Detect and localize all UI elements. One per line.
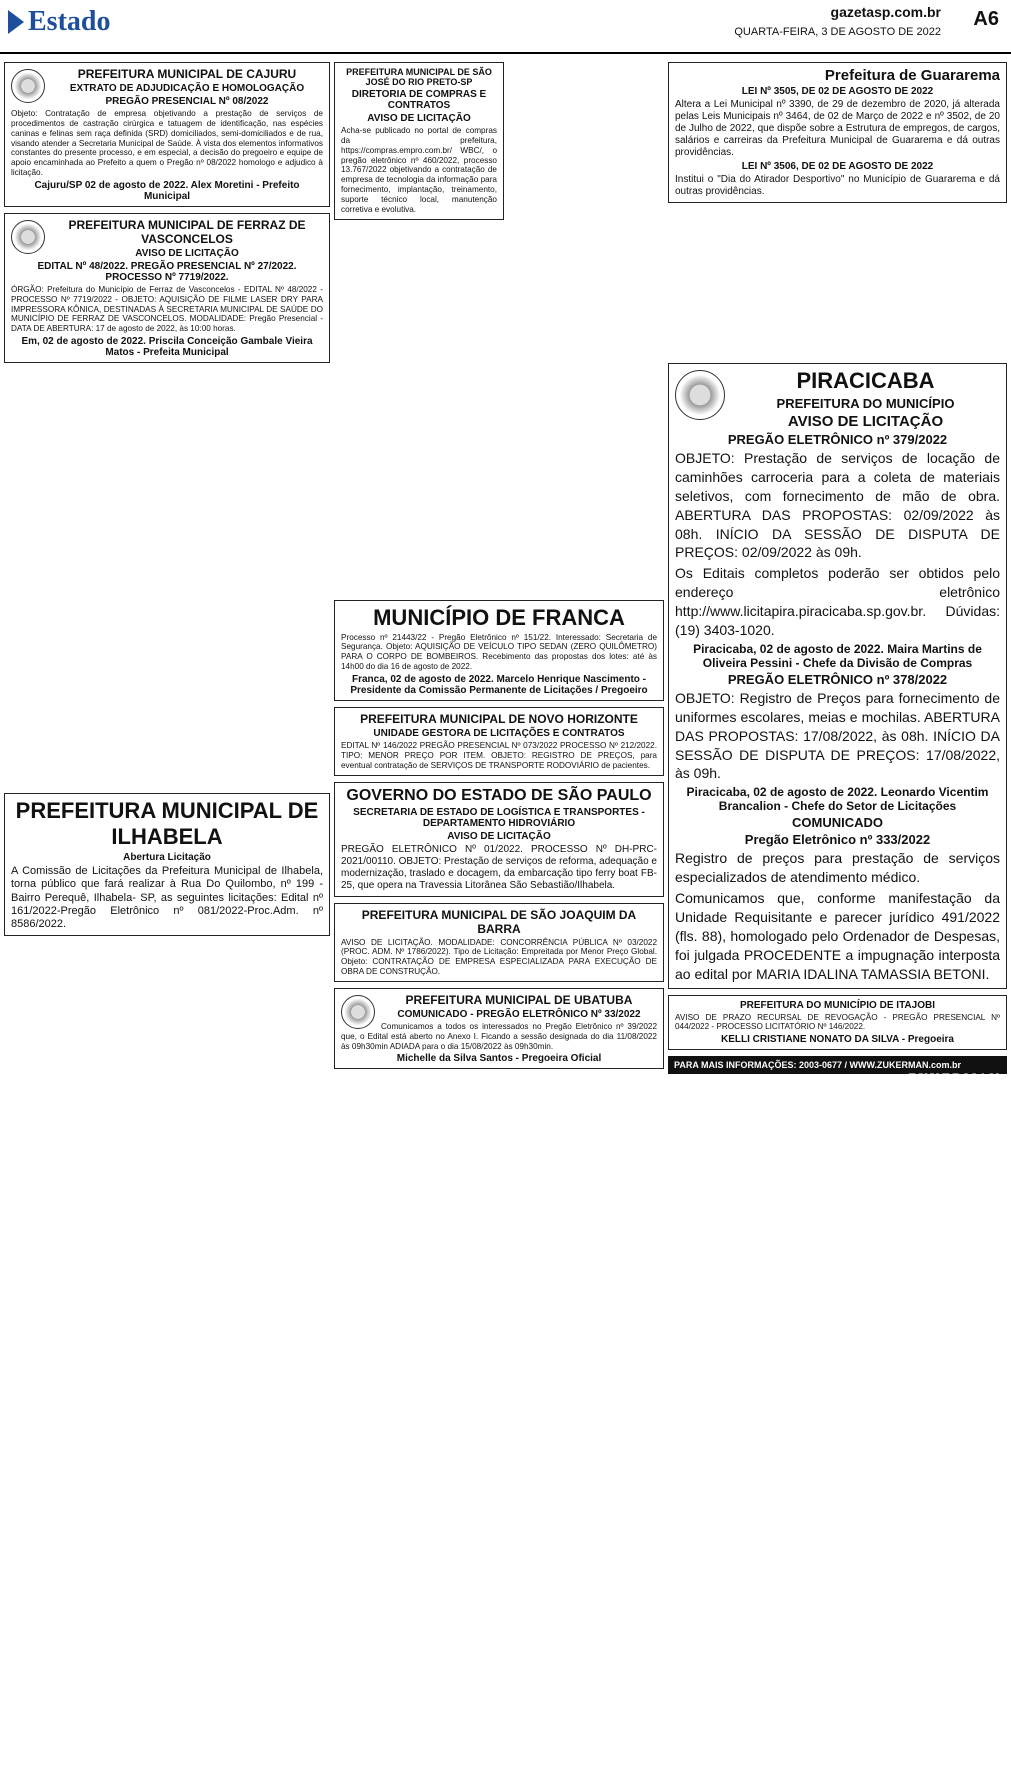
coat-of-arms-icon <box>11 69 45 103</box>
notice-sign-1: Piracicaba, 02 de agosto de 2022. Maira Martins de Oliveira Pessini - Chefe da Divisão de Compras <box>693 641 982 670</box>
notice-heading: COMUNICADO - PREGÃO ELETRÔNICO Nº 33/2022 <box>397 1008 641 1020</box>
coat-of-arms-icon <box>675 370 725 420</box>
newspaper-logo <box>8 6 110 38</box>
notice-sign: KELLI CRISTIANE NONATO DA SILVA - Pregoeira <box>721 1034 954 1046</box>
ad-label: PARA MAIS INFORMAÇÕES: 2003-0677 / WWW.ZUKERMAN.com.br <box>674 1060 962 1071</box>
notice-heading-2: LEI Nº 3506, DE 02 DE AGOSTO DE 2022 <box>741 161 934 172</box>
pregao-378-body: OBJETO: Registro de Preços para fornecimento de uniformes escolares, meias e mochilas. ABERTURA DAS PROPOSTAS: 17/08/2022, às 08h. INÍCIO DA SESSÃO DE DISPUTA DE PREÇOS: 17/08/2022, às 09h. <box>675 689 1000 782</box>
notice-title: GOVERNO DO ESTADO DE SÃO PAULO <box>346 786 652 804</box>
pregao-379-heading: PREGÃO ELETRÔNICO nº 379/2022 <box>727 432 948 447</box>
notice-subtitle: AVISO DE LICITAÇÃO <box>135 247 239 259</box>
notice-subtitle: DIRETORIA DE COMPRAS E CONTRATOS <box>351 89 487 111</box>
notice-subtitle: PREFEITURA DO MUNICÍPIO <box>776 396 955 411</box>
notice-estado-sp <box>334 782 664 897</box>
notice-piracicaba <box>668 363 1007 989</box>
notice-title: PREFEITURA MUNICIPAL DE SÃO JOSÉ DO RIO PRETO-SP <box>346 67 492 87</box>
notice-subtitle: UNIDADE GESTORA DE LICITAÇÕES E CONTRATOS <box>373 727 625 739</box>
page-number: A6 <box>973 8 999 30</box>
notice-title: Prefeitura de Guararema <box>824 67 1000 84</box>
notice-ilhabela <box>4 793 330 936</box>
pregao-378-heading: PREGÃO ELETRÔNICO nº 378/2022 <box>727 671 948 687</box>
notice-body: ÓRGÃO: Prefeitura do Município de Ferraz de Vasconcelos - EDITAL Nº 48/2022 - PROCESSO Nº 7719/2022 - OBJETO: AQUISIÇÃO DE FILME LASER DRY PARA IMPRESSORA KÔNICA, DESTINADAS À SECRETARIA MUNICIPAL DE SAÚDE DO MUNICÍPIO DE FERRAZ DE VASCONCELOS. MODALIDADE: Pregão Presencial - DATA DE ABERTURA: 17 de agosto de 2022, às 10:00 horas. <box>11 284 323 334</box>
coat-of-arms-icon <box>341 995 375 1029</box>
column-3 <box>668 62 1007 1086</box>
pregao-333-body-2: Comunicamos que, conforme manifestação da Unidade Requisitante e parecer jurídico 491/2022 (fls. 88), homologado pelo Ordenador de Despesas, foi julgada PROCEDENTE a impugnação interposta ao edital por MARIA IDALINA TAMASSIA BETONI. <box>675 890 1000 982</box>
notice-body: Processo nº 21443/22 - Pregão Eletrônico nº 151/22. Interessado: Secretaria de Segurança. Objeto: AQUISIÇÃO DE VEÍCULO TIPO SEDAN (ZERO QUILÔMETRO) PARA O CORPO DE BOMBEIROS. Recebimento das propostas dos lotes: até às 14h00 do dia 16 de agosto de 2022. <box>341 632 657 672</box>
notice-franca <box>334 600 664 701</box>
notice-body: AVISO DE PRAZO RECURSAL DE REVOGAÇÃO - PREGÃO PRESENCIAL Nº 044/2022 - PROCESSO LICITATÓRIO Nº 146/2022. <box>675 1012 1000 1032</box>
notice-subtitle: Abertura Licitação <box>123 852 211 864</box>
notice-title: PREFEITURA MUNICIPAL DE SÃO JOAQUIM DA BARRA <box>361 907 637 936</box>
pregao-333-heading: Pregão Eletrônico nº 333/2022 <box>744 832 931 848</box>
notice-itajobi <box>668 995 1007 1051</box>
comunicado-heading: COMUNICADO <box>792 815 883 831</box>
notice-body: Altera a Lei Municipal nº 3390, de 29 de dezembro de 2020, já alterada pelas Leis Municipais nº 3464, de 02 de Março de 2022 e nº 3502, de 20 de Julho de 2022, que dispõe sobre a Estrutura de empregos, de cargos, salários e carreiras da Prefeitura Municipal de Guararema e dá outras providências. <box>675 99 1000 158</box>
notice-novo-horizonte <box>334 707 664 776</box>
notice-subtitle: EXTRATO DE ADJUDICAÇÃO E HOMOLOGAÇÃO <box>69 83 305 94</box>
notice-heading: AVISO DE LICITAÇÃO <box>787 413 944 430</box>
pregao-379-body: OBJETO: Prestação de serviços de locação de caminhões carroceria para a coleta de materiais seletivos, com fornecimento de mão de obra. ABERTURA DAS PROPOSTAS: 02/09/2022 às 08h. INÍCIO DA SESSÃO DE DISPUTA DE PREÇOS: 02/09/2022 às 09h. <box>675 450 1000 561</box>
notice-body-2: Institui o "Dia do Atirador Desportivo" no Município de Guararema e dá outras providências. <box>675 174 1000 197</box>
logo-text: Estado <box>28 6 111 37</box>
notice-sjrp <box>334 62 504 220</box>
notice-sign: Michelle da Silva Santos - Pregoeira Oficial <box>396 1053 602 1065</box>
notice-title: PREFEITURA MUNICIPAL DE ILHABELA <box>15 798 319 850</box>
ad-brand: ZUKERMAN <box>907 1070 1001 1086</box>
notice-title: PREFEITURA DO MUNICÍPIO DE ITAJOBI <box>739 999 935 1011</box>
notice-heading: LEI Nº 3505, DE 02 DE AGOSTO DE 2022 <box>741 86 934 97</box>
notice-heading: AVISO DE LICITAÇÃO <box>367 113 471 124</box>
notice-body: EDITAL Nº 146/2022 PREGÃO PRESENCIAL Nº 073/2022 PROCESSO Nº 212/2022. TIPO: MENOR PREÇO POR ITEM. OBJETO: REGISTRO DE PREÇOS, para eventual contratação de SERVIÇOS DE TRANSPORTE RODOVIÁRIO de pacientes. <box>341 740 657 770</box>
notice-ubatuba <box>334 988 664 1070</box>
logo-arrow-icon <box>8 10 24 34</box>
notice-title: PREFEITURA MUNICIPAL DE NOVO HORIZONTE <box>360 711 638 726</box>
issue-date: QUARTA-FEIRA, 3 DE AGOSTO DE 2022 <box>734 26 941 38</box>
notice-body: Acha-se publicado no portal de compras da prefeitura, https://compras.empro.com.br/ WBC/, o pregão eletrônico nº 460/2022, processo 13.767/2022 objetivando a contratação de empresa de tecnologia da informação para fornecimento, implantação, treinamento, suporte técnico local, manutenção corretiva e evolutiva. <box>341 126 497 214</box>
notice-body: Comunicamos a todos os interessados no Pregão Eletrônico nº 39/2022 que, o Edital está aberto no Anexo I. Ficando a sessão designada do dia 11/08/2022 às 09h30min ADIADA para o dia 15/08/2022 às 09h30min. <box>341 1021 657 1051</box>
notice-sign-2: Piracicaba, 02 de agosto de 2022. Leonardo Vicentim Brancalion - Chefe do Setor de Licitações <box>686 785 989 814</box>
notice-body: PREGÃO ELETRÔNICO Nº 01/2022. PROCESSO Nº DH-PRC-2021/00110. OBJETO: Prestação de serviços de reforma, adequação e modernização, traslado e docagem, da embarcação tipo ferry boat FB-25, que opera na Travessia Litorânea São Sebastião/Ilhabela. <box>341 843 657 891</box>
site-url[interactable]: gazetasp.com.br <box>830 4 941 20</box>
column-2 <box>334 62 664 1075</box>
notice-guararema <box>668 62 1007 203</box>
notice-heading: PREGÃO PRESENCIAL Nº 08/2022 <box>105 96 269 107</box>
notice-title: PREFEITURA MUNICIPAL DE FERRAZ DE VASCONCELOS <box>68 217 306 246</box>
notice-sign: Franca, 02 de agosto de 2022. Marcelo Henrique Nascimento - Presidente da Comissão Permanente de Licitações / Pregoeiro <box>350 673 648 696</box>
notice-title: PREFEITURA MUNICIPAL DE CAJURU <box>77 67 297 81</box>
notice-ferraz <box>4 213 330 363</box>
notice-body: AVISO DE LICITAÇÃO. MODALIDADE: CONCORRÊNCIA PÚBLICA Nº 03/2022 (PROC. ADM. Nº 1786/2022). Tipo de Licitação: Empreitada por Menor Preço Global. Objeto: CONTRATAÇÃO DE EMPRESA ESPECIALIZADA PARA EXECUÇÃO DE OBRA DE CONSTRUÇÃO. <box>341 937 657 977</box>
column-1 <box>4 62 330 942</box>
ad-banner[interactable] <box>668 1056 1007 1086</box>
notice-sign: Em, 02 de agosto de 2022. Priscila Conceição Gambale Vieira Matos - Prefeita Municipal <box>21 336 313 359</box>
coat-of-arms-icon <box>11 220 45 254</box>
notice-body: A Comissão de Licitações da Prefeitura Municipal de Ilhabela, torna público que fará realizar à Rua Do Quilombo, nº 199 - Bairro Perequê, Ilhabela- SP, as seguintes licitações: Edital nº 161/2022-Pregão Eletrônico nº 081/2022-Proc.Adm. nº 8586/2022. <box>11 865 323 930</box>
notice-title: MUNICÍPIO DE FRANCA <box>373 604 625 630</box>
notice-sign: Cajuru/SP 02 de agosto de 2022. Alex Moretini - Prefeito Municipal <box>34 179 300 202</box>
portal-info: Os Editais completos poderão ser obtidos pelo endereço eletrônico http://www.licitapira.piracicaba.sp.gov.br. Dúvidas: (19) 3403-1020. <box>675 565 1000 639</box>
notice-heading: AVISO DE LICITAÇÃO <box>447 830 551 842</box>
notice-sao-joaquim <box>334 903 664 982</box>
notice-heading: EDITAL Nº 48/2022. PREGÃO PRESENCIAL Nº 27/2022. PROCESSO Nº 7719/2022. <box>37 260 297 283</box>
notice-title: PIRACICABA <box>796 368 935 393</box>
pregao-333-body: Registro de preços para prestação de serviços especializados de atendimento médico. <box>675 850 1000 886</box>
notice-title: PREFEITURA MUNICIPAL DE UBATUBA <box>405 992 633 1007</box>
masthead <box>0 0 1011 54</box>
notice-subtitle: SECRETARIA DE ESTADO DE LOGÍSTICA E TRANSPORTES - DEPARTAMENTO HIDROVIÁRIO <box>353 806 645 829</box>
notice-body: Objeto: Contratação de empresa objetivando a prestação de serviços de procedimentos de castração cirúrgica e tatuagem de identificação, nas espécies caninas e felinas sem raça definida (SRD) domiciliados, semi-domiciliados e de rua, visando atender a Secretaria Municipal de Saúde. À vista dos elementos informativos constantes do presente processo, e em especial, a decisão do pregoeiro e equipe de apoio encaminhada ao Prefeito a quem o Pregão nº 08/2022 homologo e adjudico à licitação. <box>11 109 323 178</box>
notice-cajuru <box>4 62 330 207</box>
